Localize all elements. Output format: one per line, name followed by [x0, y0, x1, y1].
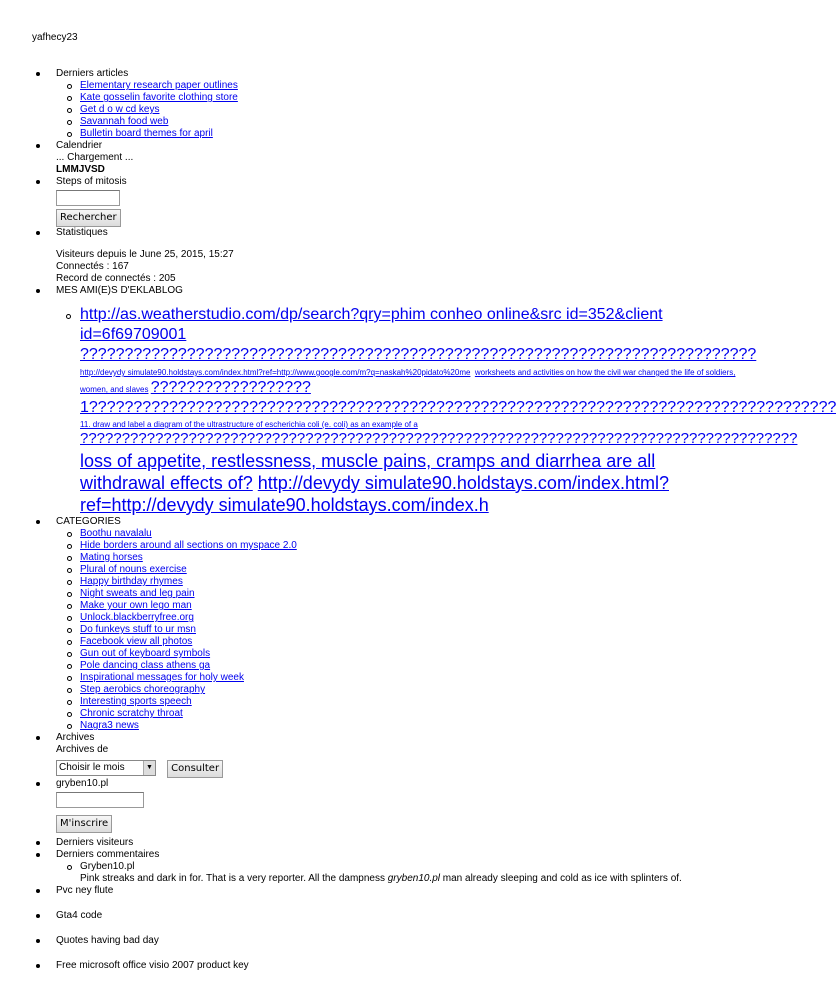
category-link[interactable]: Mating horses	[80, 552, 143, 563]
friends-list	[56, 305, 836, 516]
stats-since: Visiteurs depuis le June 25, 2015, 15:27	[56, 249, 234, 260]
list-item	[80, 660, 756, 672]
stats-connected: Connectés : 167	[56, 261, 129, 272]
extra-heading: Free microsoft office visio 2007 product key	[56, 960, 249, 971]
article-link[interactable]: Elementary research paper outlines	[80, 80, 238, 91]
category-link[interactable]: Plural of nouns exercise	[80, 564, 187, 575]
visitors-heading: Derniers visiteurs	[56, 837, 134, 848]
list-item	[80, 708, 756, 720]
categories-list	[56, 528, 756, 732]
widget-newsletter	[56, 778, 756, 833]
category-link[interactable]: Gun out of keyboard symbols	[80, 648, 211, 659]
categories-heading: CATEGORIES	[56, 516, 121, 527]
archives-select-value: Choisir le mois	[59, 762, 125, 774]
category-link[interactable]: Pole dancing class athens ga	[80, 660, 211, 671]
friend-link-questions-2[interactable]: ??????????????????	[150, 379, 311, 396]
archives-label: Archives de	[56, 744, 109, 755]
list-item	[80, 696, 756, 708]
list-item	[80, 92, 756, 104]
list-item	[80, 128, 756, 140]
subscribe-button[interactable]: M'inscrire	[56, 815, 112, 833]
archives-heading: Archives	[56, 732, 95, 743]
list-item	[80, 684, 756, 696]
comment-emphasis: gryben10.pl	[387, 873, 441, 884]
newsletter-heading: gryben10.pl	[56, 778, 109, 789]
list-item	[80, 672, 756, 684]
search-button[interactable]: Rechercher	[56, 209, 121, 227]
category-link[interactable]: Chronic scratchy throat	[80, 708, 183, 719]
list-item	[80, 720, 756, 732]
widget-archives	[56, 732, 756, 778]
category-link[interactable]: Night sweats and leg pain	[80, 588, 195, 599]
archives-submit-button[interactable]: Consulter	[167, 760, 223, 778]
comments-heading: Derniers commentaires	[56, 849, 160, 860]
calendar-heading: Calendrier	[56, 140, 103, 151]
widget-calendar	[56, 140, 756, 176]
friends-heading: MES AMI(E)S D'EKLABLOG	[56, 285, 183, 296]
widget-extra-2	[56, 910, 756, 922]
friend-small-text[interactable]: worksheets and activities on how the civil war changed the life of soldiers, women, and slaves	[80, 368, 736, 394]
friend-link-questions[interactable]: ????????????????????????????????????????????????????????????????????????????	[80, 346, 757, 363]
widget-extra-3	[56, 935, 756, 947]
search-input[interactable]	[56, 190, 120, 206]
widget-comments	[56, 849, 756, 885]
category-link[interactable]: Do funkeys stuff to ur msn	[80, 624, 196, 635]
archives-month-select[interactable]	[56, 760, 156, 776]
article-link[interactable]: Bulletin board themes for april	[80, 128, 213, 139]
friend-small-link[interactable]: http://devydy simulate90.holdstays.com/index.html?ref=http://www.google.com/m?q=naskah%20pidato%20me	[80, 368, 471, 377]
widget-stats	[56, 227, 756, 285]
category-link[interactable]: Make your own lego man	[80, 600, 192, 611]
widget-search	[56, 176, 756, 227]
friend-link[interactable]: http://as.weatherstudio.com/dp/search?qry=phim conheo online&src id=352&client id=6f69709001	[80, 306, 663, 343]
list-item	[80, 600, 756, 612]
sidebar-widgets	[56, 68, 836, 972]
category-link[interactable]: Inspirational messages for holy week	[80, 672, 244, 683]
widget-friends	[56, 285, 836, 516]
category-link[interactable]: Boothu navalalu	[80, 528, 152, 539]
widget-extra-4	[56, 960, 756, 972]
comments-list	[56, 861, 756, 873]
friend-text-11[interactable]: 11. draw and label a diagram of the ultrastructure of escherichia coli (e. coli) as an example of a	[80, 420, 418, 429]
site-title: yafhecy23	[32, 32, 78, 43]
extra-heading: Gta4 code	[56, 910, 103, 921]
list-item	[80, 588, 756, 600]
list-item	[80, 648, 756, 660]
recent-articles-heading: Derniers articles	[56, 68, 129, 79]
comment-text: Pink streaks and dark in for. That is a very reporter. All the dampness gryben10.pl man already sleeping and cold as ice with splinters of.	[80, 873, 682, 884]
search-heading: Steps of mitosis	[56, 176, 127, 187]
list-item	[80, 564, 756, 576]
extra-heading: Pvc ney flute	[56, 885, 114, 896]
list-item	[80, 576, 756, 588]
calendar-loading: ... Chargement ...	[56, 152, 134, 163]
list-item	[80, 528, 756, 540]
category-link[interactable]: Happy birthday rhymes	[80, 576, 183, 587]
list-item	[80, 636, 756, 648]
widget-categories	[56, 516, 756, 732]
list-item	[80, 104, 756, 116]
stats-record: Record de connectés : 205	[56, 273, 176, 284]
friend-link-questions-4[interactable]: ??????????????????????????????????????????????????????????????????????????????????????	[80, 430, 798, 447]
extra-heading: Quotes having bad day	[56, 935, 159, 946]
comment-item	[80, 861, 756, 873]
list-item	[80, 624, 756, 636]
friend-link-questions-3[interactable]: 1????????????????????????????????????????????????????????????????????????????????????	[80, 399, 836, 416]
stats-heading: Statistiques	[56, 227, 108, 238]
recent-articles-list	[56, 80, 756, 140]
category-link[interactable]: Nagra3 news	[80, 720, 139, 731]
list-item	[80, 80, 756, 92]
article-link[interactable]: Get d o w cd keys	[80, 104, 160, 115]
category-link[interactable]: Hide borders around all sections on myspace 2.0	[80, 540, 297, 551]
comment-author: Gryben10.pl	[80, 861, 135, 872]
list-item	[80, 552, 756, 564]
category-link[interactable]: Facebook view all photos	[80, 636, 193, 647]
list-item	[80, 116, 756, 128]
article-link[interactable]: Kate gosselin favorite clothing store	[80, 92, 238, 103]
friend-loss-url[interactable]: http://devydy simulate90.holdstays.com/index.html?ref=http://devydy simulate90.holdstays.com/index.h	[80, 473, 669, 515]
widget-visitors	[56, 837, 756, 849]
widget-recent-articles	[56, 68, 756, 140]
widget-extra-1	[56, 885, 756, 897]
article-link[interactable]: Savannah food web	[80, 116, 169, 127]
newsletter-email-input[interactable]	[56, 792, 144, 808]
friends-list-item	[80, 305, 836, 516]
list-item	[80, 612, 756, 624]
category-link[interactable]: Step aerobics choreography	[80, 684, 206, 695]
friend-loss-link[interactable]: loss of appetite, restlessness, muscle pains, cramps and diarrhea are all withdrawal effects of?	[80, 451, 656, 493]
list-item	[80, 540, 756, 552]
category-link[interactable]: Interesting sports speech	[80, 696, 192, 707]
category-link[interactable]: Unlock.blackberryfree.org	[80, 612, 194, 623]
chevron-down-icon: ▼	[143, 761, 155, 775]
calendar-days: LMMJVSD	[56, 164, 105, 175]
